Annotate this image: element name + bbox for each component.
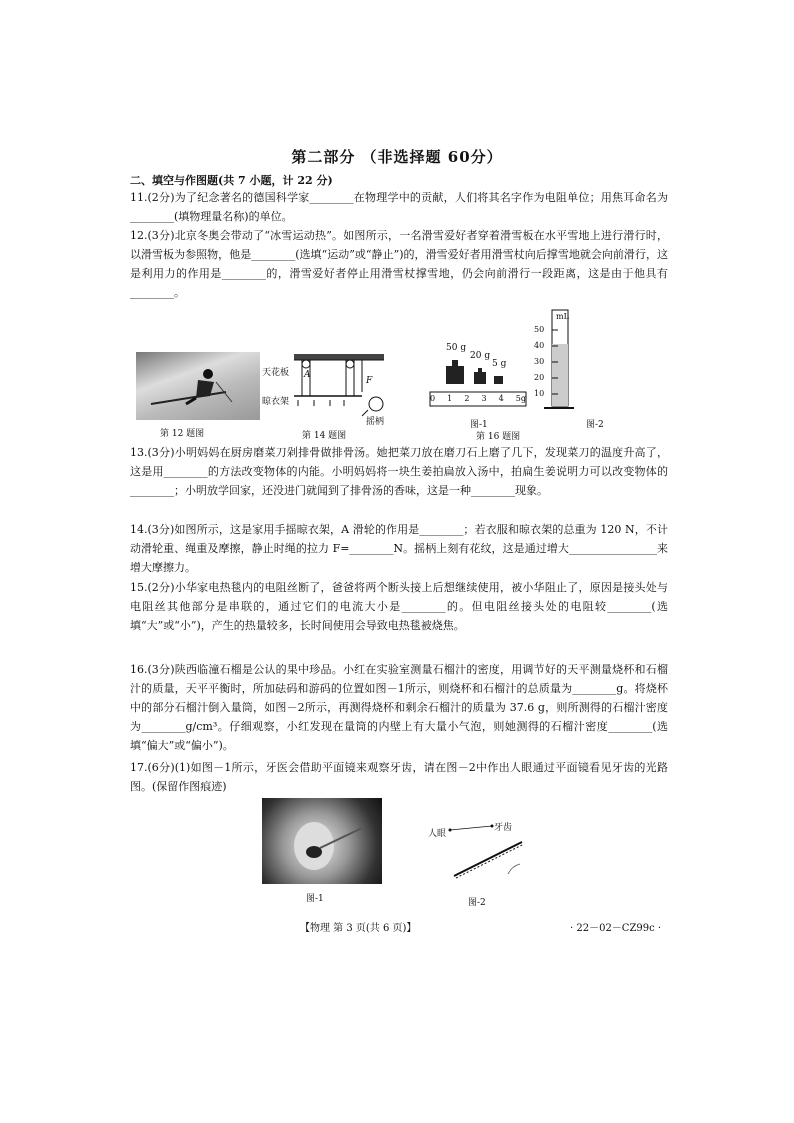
fig16-weight-5: 5 g	[492, 359, 507, 369]
fig16-weight-20: 20 g	[470, 351, 491, 361]
fig16-sub2-label: 图-2	[586, 420, 604, 430]
fig14-f-label: F	[366, 376, 373, 386]
question-15: 15.(2分)小华家电热毯内的电阻丝断了，爸爸将两个断头接上后想继续使用，被小华阻止了，原因是接头处与电阻丝其他部分是串联的，通过它们的电流大小是________的。但电阻丝接头处的电阻较________(选填“大”或“小”)，产生的热量较多，长时间使用会导致电热毯被烧焦。	[130, 581, 668, 632]
tick: 5g	[515, 394, 526, 403]
fig16-caption: 第 16 题图	[476, 432, 521, 442]
cyl-mark: 20	[534, 373, 545, 382]
question-17: 17.(6分)(1)如图－1所示，牙医会借助平面镜来观察牙齿，请在图－2中作出人眼通过平面镜看见牙齿的光路图。(保留作图痕迹)	[130, 761, 668, 793]
tick: 1	[447, 394, 453, 403]
cyl-mark: 40	[534, 341, 545, 350]
footer-code: · 22－02－CZ99c ·	[570, 923, 662, 934]
cyl-mark: 30	[534, 357, 545, 366]
footer-page: 【物理 第 3 页(共 6 页)】	[300, 923, 417, 934]
fig17-eye-label: 人眼	[428, 829, 447, 839]
cyl-mark: 10	[534, 389, 545, 398]
skier-icon	[136, 352, 260, 420]
question-12: 12.(3分)北京冬奥会带动了“冰雪运动热”。如图所示，一名滑雪爱好者穿着滑雪板在水平雪地上进行滑行时，以滑雪板为参照物，他是________(选填“运动”或“静止”)的，滑雪爱好者用滑雪杖向后撑雪地就会向前滑行，这是利用力的作用是________的，滑雪爱好者停止用滑雪杖撑雪地，仍会向前滑行一段距离，这是由于他具有________。	[130, 229, 668, 299]
tick: 3	[481, 394, 487, 403]
fig14-rack-label: 晾衣架	[262, 397, 290, 407]
question-14: 14.(3分)如图所示，这是家用手摇晾衣架，A 滑轮的作用是________；若衣服和晾衣架的总重为 120 N，不计动滑轮重、绳重及摩擦，静止时绳的拉力 F=________N。摇柄上刻有花纹，这是通过增大________________来增大摩擦力。	[130, 523, 668, 574]
tick: 2	[464, 394, 470, 403]
fig16-sub1-label: 图-1	[470, 420, 488, 430]
tick: 0	[430, 394, 436, 403]
fig16-weight-50: 50 g	[446, 343, 467, 353]
cylinder-unit: mL	[556, 312, 569, 321]
fig14-crank-label: 摇柄	[366, 417, 385, 427]
dentist-mirror-icon	[262, 798, 382, 884]
question-13: 13.(3分)小明妈妈在厨房磨菜刀剁排骨做排骨汤。她把菜刀放在磨刀石上磨了几下，发现菜刀的温度升高了，这是用________的方法改变物体的内能。小明妈妈将一块生姜拍扁放入汤中，拍扁生姜说明力可以改变物体的________；小明放学回家，还没进门就闻到了排骨汤的香味，这是一种________现象。	[130, 446, 668, 497]
fig17-sub2-label: 图-2	[468, 898, 486, 908]
fig14-a-label: A	[304, 370, 311, 380]
cyl-mark: 50	[534, 325, 545, 334]
graduated-cylinder	[540, 306, 576, 416]
fig14-ceiling-label: 天花板	[262, 368, 290, 378]
page-title: 第二部分 （非选择题 60分）	[291, 148, 503, 166]
fig12-caption: 第 12 题图	[160, 429, 205, 439]
tick: 4	[498, 394, 504, 403]
fig17-sub1-label: 图-1	[306, 894, 324, 904]
fig14-caption: 第 14 题图	[302, 431, 347, 441]
question-16: 16.(3分)陕西临潼石榴是公认的果中珍品。小红在实验室测量石榴汁的密度，用调节好的天平测量烧杯和石榴汁的质量，天平平衡时，所加砝码和游码的位置如图－1所示，则烧杯和石榴汁的总质量为________g。将烧杯中的部分石榴汁倒入量筒，如图－2所示，再测得烧杯和剩余石榴汁的质量为 37.6 g，则所测得的石榴汁密度为________g/cm³。仔细观察，小红发现在量筒的内壁上有大量小气泡，则她测得的石榴汁密度________(选填“偏大”或“偏小”)。	[130, 663, 668, 752]
cylinder-icon	[540, 306, 576, 416]
skier-photo	[136, 352, 260, 420]
fig17-tooth-label: 牙齿	[494, 823, 513, 833]
fig16-scale-ticks	[430, 394, 526, 406]
section-heading: 二、填空与作图题(共 7 小题，计 22 分)	[130, 174, 333, 187]
dental-photo	[262, 798, 382, 884]
question-11: 11.(2分)为了纪念著名的德国科学家________在物理学中的贡献，人们将其名字作为电阻单位；用焦耳命名为________(填物理量名称)的单位。	[130, 191, 668, 223]
